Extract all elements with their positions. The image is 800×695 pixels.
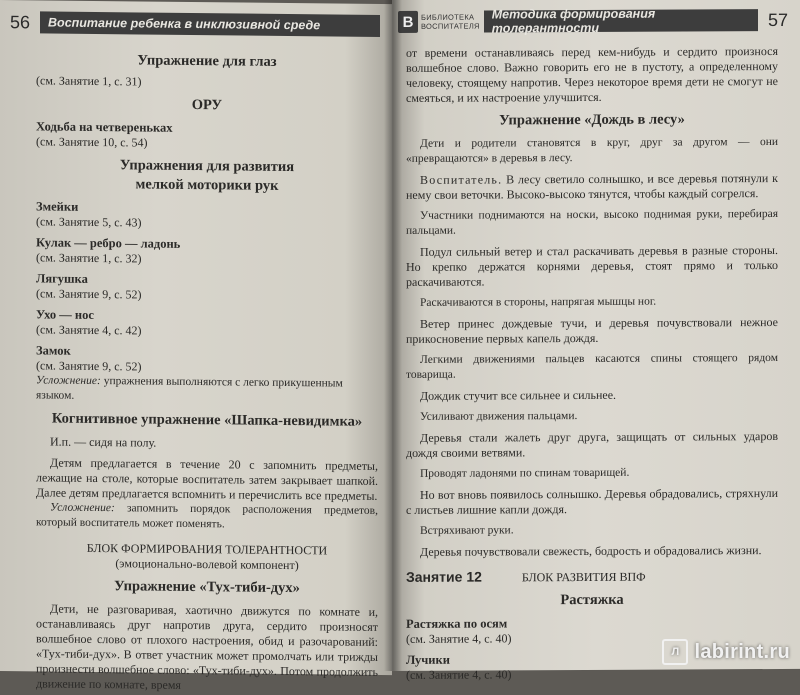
running-title: Воспитание ребенка в инклюзивной среде <box>40 11 380 37</box>
series-logo <box>398 11 480 33</box>
complication-label: Усложнение: <box>36 374 101 388</box>
speaker-text: В лесу светило солнышко, и все деревья потянули к нему свои веточки. Высоко-высоко тянутся, чтобы каждый согрелся. <box>406 170 778 202</box>
reference-text: (см. Занятие 1, с. 31) <box>36 73 142 89</box>
left-page <box>0 0 392 692</box>
speaker-label: Воспитатель. <box>420 172 503 187</box>
reference-text: (см. Занятие 4, с. 40) <box>406 631 512 646</box>
instruction-paragraph: Дети и родители становятся в круг, друг за другом — они «превращаются» в деревья в лесу. <box>406 135 778 165</box>
paragraph: Детям предлагается в течение 20 с запомнить предметы, лежащие на столе, которые воспитатель затем закрывает шапкой. Далее детям предлагается вспомнить и перечислить все предметы. <box>36 455 378 503</box>
block-caption: БЛОК РАЗВИТИЯ ВПФ <box>521 569 646 585</box>
paragraph: Ветер принес дождевые тучи, и деревья почувствовали нежное прикосновение первых капель дождя. <box>406 314 778 346</box>
reference-text: (см. Занятие 1, с. 32) <box>36 250 142 266</box>
exercise-title: Замок <box>36 343 71 358</box>
exercise-title: Растяжка по осям <box>406 616 508 631</box>
logo-text <box>421 13 480 31</box>
right-page-body <box>406 44 778 683</box>
section-heading: Упражнение «Дождь в лесу» <box>499 111 685 129</box>
complication-note <box>36 500 378 534</box>
labirint-logo-icon: Л <box>662 639 688 665</box>
exercise-title: Ходьба на четвереньках <box>36 119 173 135</box>
page-number: 57 <box>767 9 788 30</box>
lesson-header <box>406 568 778 586</box>
reference-text: (см. Занятие 5, с. 43) <box>36 214 142 230</box>
paragraph: Деревья почувствовали свежесть, бодрость и обрадовались жизни. <box>420 543 762 559</box>
logo-letter: В <box>398 11 418 33</box>
section-heading: Упражнение для глаз <box>137 52 277 70</box>
complication-label: Усложнение: <box>50 501 115 515</box>
right-page <box>392 0 800 682</box>
paragraph: Дети, не разговаривая, хаотично движутся по комнате и, останавливаясь друг напротив друга, сердито произносят волшебное слово от плохого настроения, обид и разочарований: «Тух-тиби-дух». В ответ участник может промолчать или трижды произнести волшебное слово: «Тух-тиби-дух». Потом продолжить движение по комнате, время <box>36 601 378 692</box>
logo-line-1: БИБЛИОТЕКА <box>421 12 475 22</box>
section-heading: Упражнение «Тух-тиби-дух» <box>114 578 300 597</box>
section-heading: Растяжка <box>560 591 624 609</box>
instruction-paragraph: Легкими движениями пальцев касаются спины стоящего рядом товарища. <box>406 351 778 381</box>
paragraph: Но вот вновь появилось солнышко. Деревья обрадовались, стряхнули с листьев лишние капли дождя. <box>406 485 778 517</box>
block-caption: БЛОК ФОРМИРОВАНИЯ ТОЛЕРАНТНОСТИ <box>86 540 328 558</box>
lesson-title: Занятие 12 <box>406 568 482 585</box>
complication-note <box>36 373 378 407</box>
section-heading: мелкой моторики рук <box>135 176 279 194</box>
reference-text: (см. Занятие 9, с. 52) <box>36 358 142 374</box>
block-caption: (эмоционально-волевой компонент) <box>115 556 299 573</box>
logo-line-2: ВОСПИТАТЕЛЯ <box>421 21 480 31</box>
instruction-paragraph: Участники поднимаются на носки, высоко поднимая руки, перебирая пальцами. <box>406 207 778 237</box>
reference-text: (см. Занятие 9, с. 52) <box>36 286 142 302</box>
right-header <box>398 8 788 34</box>
section-heading: Упражнения для развития <box>119 157 295 176</box>
instruction-paragraph: Раскачиваются в стороны, напрягая мышцы ног. <box>420 295 657 309</box>
left-page-body <box>36 44 378 695</box>
exercise-title: Лягушка <box>36 271 88 286</box>
watermark <box>662 639 790 665</box>
complication-text: запомнить порядок расположения предметов, который воспитатель может поменять. <box>36 502 378 531</box>
complication-text: упражнения выполняются с легко прикушенным языком. <box>36 375 343 402</box>
paragraph: Дождик стучит все сильнее и сильнее. <box>420 387 617 403</box>
page-number: 56 <box>10 11 31 32</box>
paragraph: Подул сильный ветер и стал раскачивать деревья в разные стороны. Но крепко держатся корнями деревья, стоят прямо и только раскачиваются. <box>406 242 778 289</box>
watermark-text: labirint.ru <box>694 640 790 663</box>
exercise-title: Ухо — нос <box>36 307 94 322</box>
section-heading: Когнитивное упражнение «Шапка-невидимка» <box>51 410 363 430</box>
reference-text: (см. Занятие 4, с. 40) <box>406 667 512 682</box>
running-title: Методика формирования толерантности <box>484 9 758 32</box>
section-heading: ОРУ <box>191 97 223 114</box>
paragraph: от времени останавливаясь перед кем-нибудь и сердито произнося волшебное слово. Важно говорить его не в пустоту, а определенному человеку, стоящему напротив. Через некоторое время дети не смогут не смеяться, и их настроение улучшится. <box>406 43 778 105</box>
paragraph: Деревья стали жалеть друг друга, защищать от сильных ударов дождя своими ветвями. <box>406 428 778 460</box>
exercise-title: Змейки <box>36 199 79 214</box>
exercise-title: Лучики <box>406 652 450 667</box>
instruction-paragraph: Усиливают движения пальцами. <box>420 410 578 423</box>
speaker-paragraph <box>406 171 778 203</box>
instruction-paragraph: Проводят ладонями по спинам товарищей. <box>420 466 630 480</box>
left-header <box>10 10 380 38</box>
reference-text: (см. Занятие 4, с. 42) <box>36 322 142 338</box>
reference-text: (см. Занятие 10, с. 54) <box>36 134 148 150</box>
instruction-paragraph: Встряхивают руки. <box>420 524 514 537</box>
exercise-title: Кулак — ребро — ладонь <box>36 235 181 251</box>
paragraph: И.п. — сидя на полу. <box>50 434 157 450</box>
book-gutter-shadow <box>384 0 402 671</box>
